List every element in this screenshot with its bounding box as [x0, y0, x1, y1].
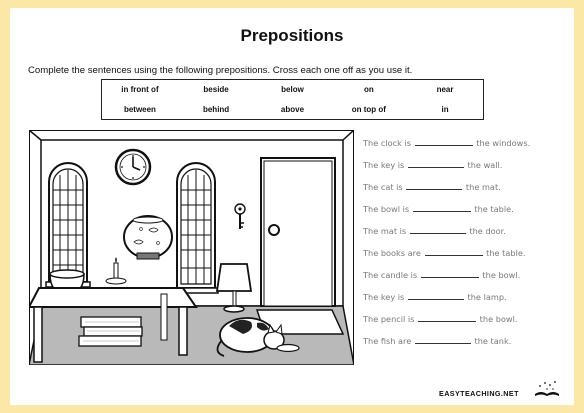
word-bank-cell: in front of: [121, 85, 159, 95]
sentence-text-before: The pencil is: [363, 314, 415, 324]
sentence-text-before: The books are: [363, 248, 421, 258]
sentence-text-before: The clock is: [363, 138, 412, 148]
sentence-item: [363, 158, 563, 180]
sentence-text-after: the tank.: [474, 336, 512, 346]
clock: [116, 150, 150, 184]
word-bank-row: [102, 100, 484, 120]
word-bank-cell: near: [436, 85, 454, 95]
sentence-item: [363, 334, 563, 356]
answer-blank[interactable]: [410, 225, 466, 234]
word-bank-cell: behind: [202, 104, 230, 114]
answer-blank[interactable]: [413, 203, 471, 212]
sentence-text-after: the lamp.: [467, 292, 507, 302]
sentence-text-after: the bowl.: [479, 314, 518, 324]
sentence-text-before: The bowl is: [363, 204, 410, 214]
sentence-item: [363, 224, 563, 246]
answer-blank[interactable]: [415, 335, 471, 344]
footer-brand: EASYTEACHING.NET: [439, 389, 519, 398]
fish-tank: [124, 216, 172, 259]
word-bank-cell: below: [281, 85, 304, 95]
book-logo-icon: [532, 380, 562, 398]
sentence-item: [363, 180, 563, 202]
sentence-text-after: the windows.: [476, 138, 531, 148]
books: [79, 317, 142, 346]
answer-blank[interactable]: [406, 181, 462, 190]
answer-blank[interactable]: [415, 137, 473, 146]
sentence-item: [363, 246, 563, 268]
sentence-item: [363, 202, 563, 224]
sentence-text-before: The mat is: [363, 226, 407, 236]
word-bank-cell: in: [441, 104, 449, 114]
word-bank-cell: beside: [203, 85, 229, 95]
word-bank-row: [102, 80, 484, 100]
answer-blank[interactable]: [408, 291, 464, 300]
sentence-item: [363, 312, 563, 334]
word-bank-table: [101, 79, 484, 120]
sentence-text-before: The fish are: [363, 336, 412, 346]
sentence-text-after: the table.: [474, 204, 514, 214]
sentence-text-after: the wall.: [467, 160, 503, 170]
worksheet: [10, 8, 574, 405]
sentence-item: [363, 290, 563, 312]
sentence-text-before: The key is: [363, 292, 405, 302]
answer-blank[interactable]: [421, 269, 479, 278]
sentence-text-before: The key is: [363, 160, 405, 170]
word-bank-cell: on: [363, 85, 374, 95]
page-title: Prepositions: [240, 26, 344, 45]
sentence-text-before: The cat is: [363, 182, 403, 192]
sentence-list: [363, 136, 563, 356]
left-window: [46, 163, 90, 287]
sentence-item: [363, 268, 563, 290]
sentence-text-after: the table.: [486, 248, 526, 258]
sentence-text-before: The candle is: [363, 270, 418, 280]
answer-blank[interactable]: [425, 247, 483, 256]
answer-blank[interactable]: [408, 159, 464, 168]
sentence-text-after: the mat.: [465, 182, 501, 192]
sentence-text-after: the bowl.: [482, 270, 521, 280]
word-bank-cell: above: [280, 104, 305, 114]
right-window: [174, 163, 218, 293]
answer-blank[interactable]: [418, 313, 476, 322]
word-bank-cell: on top of: [351, 104, 386, 114]
instructions: Complete the sentences using the following prepositions. Cross each one off as you use it.: [28, 65, 413, 76]
sentence-text-after: the door.: [469, 226, 506, 236]
room-illustration: [29, 130, 354, 365]
sentence-item: [363, 136, 563, 158]
word-bank-cell: between: [123, 104, 156, 114]
door: [261, 158, 335, 306]
